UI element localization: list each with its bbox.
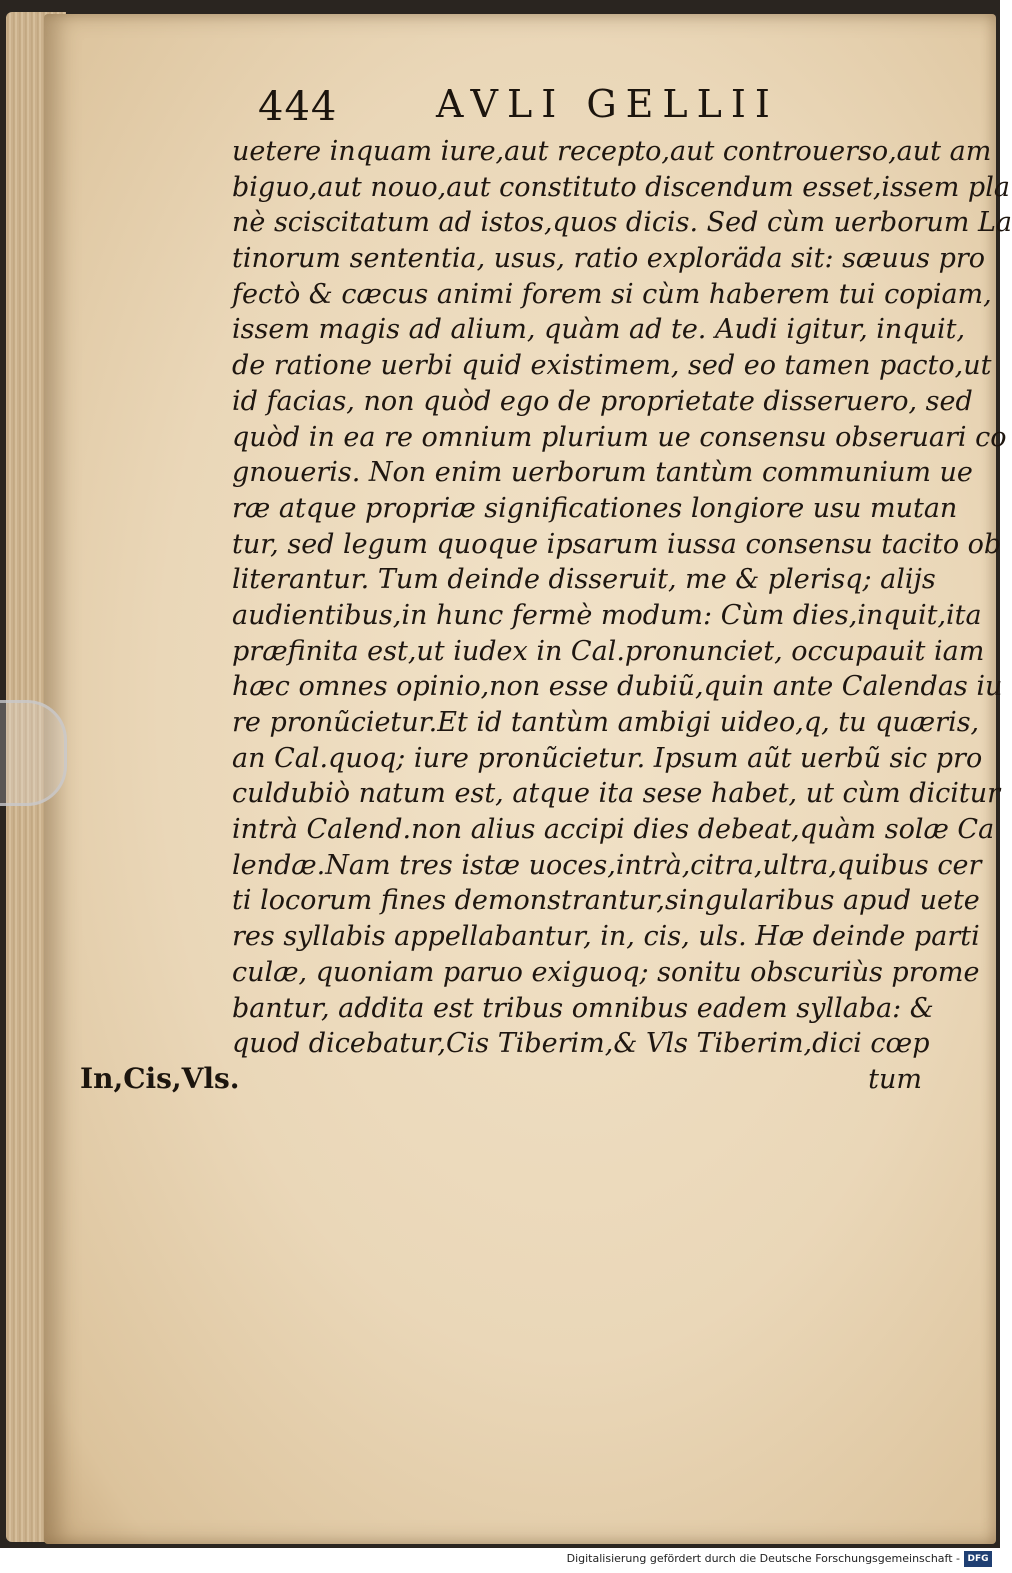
text-line: an Cal.quoq; iure pronũcietur. Ipsum aũt uerbũ sic pro: [232, 742, 983, 774]
text-line: issem magis ad alium, quàm ad te. Audi igitur, inquit,: [232, 314, 966, 346]
text-line: culæ, quoniam paruo exiguoq; sonitu obscuriùs prome: [232, 956, 980, 988]
body-text: [232, 134, 1012, 1098]
text-line: quod dicebatur,Cis Tiberim,& Vls Tiberim,dici cœp: [232, 1028, 930, 1060]
text-line: ti locorum fines demonstrantur,singularibus apud uete: [232, 885, 980, 917]
text-line: gnoueris. Non enim uerborum tantùm communium ue: [232, 457, 973, 489]
footer-bar: [0, 1548, 1000, 1573]
page-number: 444: [258, 84, 338, 130]
text-line: id facias, non quòd ego de proprietate disseruero, sed: [232, 385, 973, 417]
text-line: præfinita est,ut iudex in Cal.pronunciet, occupauit iam: [232, 635, 985, 667]
running-head: AVLI GELLII: [436, 82, 779, 126]
text-line: de ratione uerbi quid existimem, sed eo tamen pacto,ut: [232, 350, 992, 382]
marginal-note: In,Cis,Vls.: [80, 1062, 240, 1095]
text-line: quòd in ea re omnium plurium ue consensu obseruari co: [232, 421, 1007, 453]
text-line: fectò & cæcus animi forem si cùm haberem tui copiam,: [232, 278, 992, 310]
text-line: res syllabis appellabantur, in, cis, uls. Hæ deinde parti: [232, 921, 980, 953]
text-line: tur, sed legum quoque ipsarum iussa consensu tacito ob: [232, 528, 1002, 560]
text-line: culdubiò natum est, atque ita sese habet, ut cùm dicitur: [232, 778, 1001, 810]
catchword: tum: [868, 1063, 922, 1095]
text-line: intrà Calend.non alius accipi dies debeat,quàm solæ Ca: [232, 814, 995, 846]
text-line: literantur. Tum deinde disseruit, me & plerisq; alijs: [232, 564, 936, 596]
digitization-credit: Digitalisierung gefördert durch die Deutsche Forschungsgemeinschaft -: [566, 1552, 960, 1565]
page-clip: [0, 700, 67, 806]
text-line: re pronũcietur.Et id tantùm ambigi uideo,q, tu quæris,: [232, 707, 980, 738]
text-line: hæc omnes opinio,non esse dubiũ,quin ante Calendas iu: [232, 671, 1003, 703]
text-line: audientibus,in hunc fermè modum: Cùm dies,inquit,ita: [232, 599, 982, 631]
text-line: tinorum sententia, usus, ratio exploräda sit: sæuus pro: [232, 243, 986, 275]
text-line: uetere inquam iure,aut recepto,aut controuerso,aut am: [232, 136, 992, 167]
page-header: [0, 78, 1000, 128]
text-line: ræ atque propriæ significationes longiore usu mutan: [232, 492, 958, 524]
text-line: biguo,aut nouo,aut constituto discendum esset,issem pla: [232, 171, 1010, 203]
text-line: lendæ.Nam tres istæ uoces,intrà,citra,ultra,quibus cer: [232, 849, 982, 881]
text-line: nè sciscitatum ad istos,quos dicis. Sed cùm uerborum La: [232, 207, 1012, 239]
dfg-logo-icon: DFG: [964, 1551, 992, 1567]
text-line: bantur, addita est tribus omnibus eadem syllaba: &: [232, 992, 934, 1024]
